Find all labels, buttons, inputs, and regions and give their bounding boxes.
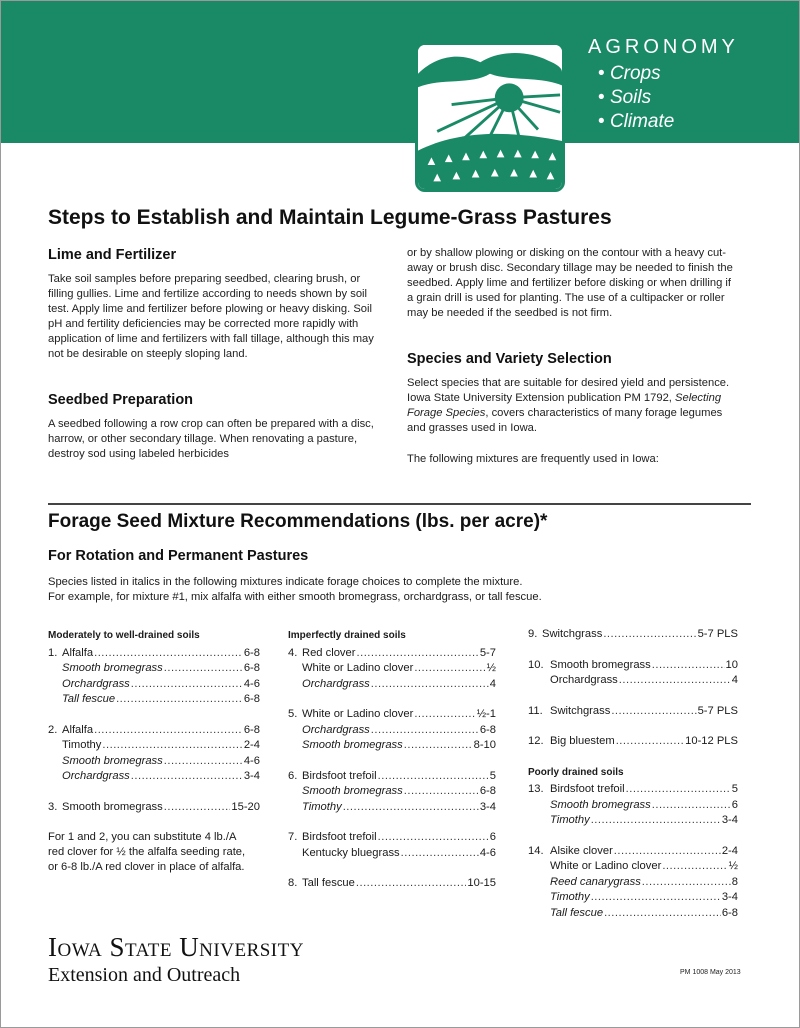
mixture-11 (528, 704, 738, 720)
mixture-12 (528, 734, 738, 750)
group-heading: Poorly drained soils (528, 766, 624, 778)
mixture-row (288, 876, 496, 892)
species-name: Tall fescue (62, 693, 116, 705)
mixture-row (48, 692, 260, 708)
mixture-number: 3. (48, 800, 58, 813)
leader-dots (164, 661, 243, 677)
extension-unit: Extension and Outreach (48, 964, 241, 986)
mixture-row (528, 859, 738, 875)
mixture-number: 11. (528, 704, 543, 717)
species-name: Big bluestem (550, 735, 615, 747)
publication-title: Selecting Forage Species (407, 392, 722, 419)
seeding-rate: 6 (489, 831, 496, 843)
seeding-rate: 10-12 PLS (685, 735, 738, 747)
leader-dots (642, 875, 731, 891)
mixture-column-2 (288, 628, 496, 907)
leader-dots (131, 769, 243, 785)
mixture-13 (528, 782, 738, 829)
right-column (407, 246, 739, 467)
species-name: Birdsfoot trefoil (550, 783, 625, 795)
seeding-rate: 4-6 (479, 846, 496, 859)
leader-dots (604, 906, 721, 922)
group-heading: Moderately to well-drained soils (48, 630, 200, 641)
seeding-rate: 6-8 (243, 723, 260, 736)
seeding-rate: 6-8 (479, 785, 496, 797)
species-name: Orchardgrass (302, 723, 370, 736)
mixture-row (528, 890, 738, 906)
intro-line: Species listed in italics in the following mixtures indicate forage choices to complete the mixture. (48, 576, 523, 588)
species-name: Reed canarygrass (550, 875, 641, 888)
leader-dots (356, 876, 467, 892)
mixture-10 (528, 658, 738, 689)
lime-body: Take soil samples before preparing seedbed, clearing brush, or filling gullies. Lime and fertilize according to needs shown by soil test. Apply lime and fertilizer before plowing or heavy disking. Soil pH and fertility deficiencies may be corrected more rapidly with application of lime and fertilizers with fall tillage, although this may not be desirable on steeply sloping land. (48, 273, 374, 360)
seeding-rate: 4-6 (243, 677, 260, 690)
mixture-row (528, 704, 738, 720)
leader-dots (603, 627, 696, 643)
seeding-rate: 3-4 (721, 814, 738, 826)
sun-over-field-icon (418, 45, 562, 189)
intro-line: For example, for mixture #1, mix alfalfa with either smooth bromegrass, orchardgrass, or tall fescue. (48, 591, 542, 603)
mixture-row (48, 646, 260, 662)
mixture-row (48, 754, 260, 770)
leader-dots (378, 769, 489, 785)
topic-item: • Soils (598, 86, 674, 110)
leader-dots (414, 707, 475, 723)
seeding-rate: 5-7 PLS (697, 628, 738, 640)
mixtures-title: Forage Seed Mixture Recommendations (lbs. per acre)* (48, 511, 548, 532)
leader-dots (164, 754, 243, 770)
mixture-6 (288, 769, 496, 816)
topic-list (598, 62, 674, 134)
topic-item: • Crops (598, 62, 674, 86)
mixture-row (528, 813, 738, 829)
leader-dots (102, 738, 242, 754)
mixture-number: 12. (528, 735, 544, 747)
species-name: Tall fescue (302, 877, 355, 889)
leader-dots (343, 800, 479, 816)
mixture-number: 8. (288, 877, 298, 889)
seeding-rate: 3-4 (243, 770, 260, 782)
leader-dots (356, 646, 478, 662)
mixture-row (288, 784, 496, 800)
mixture-row (48, 769, 260, 785)
species-name: Timothy (550, 814, 590, 826)
leader-dots (616, 734, 684, 750)
leader-dots (626, 782, 731, 798)
mixture-row (528, 627, 738, 643)
mixture-row (528, 906, 738, 922)
mixture-number: 4. (288, 646, 298, 659)
seeding-rate: 3-4 (479, 800, 496, 813)
lime-heading: Lime and Fertilizer (48, 247, 177, 263)
mixture-row (288, 769, 496, 785)
mixture-row (288, 723, 496, 739)
species-name: Smooth bromegrass (550, 798, 651, 811)
mixture-number: 9. (528, 628, 538, 640)
seeding-rate: 5 (731, 783, 738, 795)
leader-dots (404, 784, 479, 800)
seedbed-body: A seedbed following a row crop can often be prepared with a disc, harrow, or other secondary tillage. When renovating a pasture, destroy sod using labeled herbicides (48, 418, 374, 460)
leader-dots (652, 798, 731, 814)
leader-dots (614, 844, 721, 860)
seedbed-heading: Seedbed Preparation (48, 392, 194, 408)
seeding-rate: ½ (728, 860, 738, 872)
seeding-rate: ½-1 (476, 708, 496, 720)
leader-dots (401, 846, 479, 862)
species-name: Kentucky bluegrass (302, 846, 400, 859)
species-name: Smooth bromegrass (62, 754, 163, 767)
seeding-rate: 3-4 (721, 891, 738, 903)
mixture-14 (528, 844, 738, 922)
mixture-row (528, 782, 738, 798)
leader-dots (591, 813, 721, 829)
topic-item: • Climate (598, 110, 674, 134)
mixture-row (288, 846, 496, 862)
leader-dots (662, 859, 727, 875)
species-name: Orchardgrass (62, 770, 130, 782)
agronomy-banner (1, 1, 799, 143)
mixture-row (48, 800, 260, 816)
leader-dots (611, 704, 696, 720)
leader-dots (591, 890, 721, 906)
leader-dots (164, 800, 231, 816)
mixture-number: 5. (288, 708, 298, 720)
seeding-rate: 4-6 (243, 754, 260, 767)
species-name: Birdsfoot trefoil (302, 831, 377, 843)
mixture-row (288, 646, 496, 662)
seeding-rate: 10 (725, 658, 738, 671)
leader-dots (371, 677, 489, 693)
species-body: Select species that are suitable for desired yield and persistence. Iowa State University Extension publication PM 1792, Selecting Forage Species, covers characteristics of many forage legumes and grasses used in Iowa. (407, 377, 730, 434)
species-name: Red clover (302, 646, 356, 659)
species-name: Smooth bromegrass (62, 800, 163, 813)
species-name: Smooth bromegrass (550, 658, 651, 671)
mixture-row (528, 658, 738, 674)
species-name: Timothy (302, 800, 342, 813)
left-column (48, 248, 384, 462)
mixture-5 (288, 707, 496, 754)
mixture-row (528, 734, 738, 750)
seeding-rate: 6-8 (243, 662, 260, 674)
seeding-rate: 5-7 (479, 646, 496, 659)
mixtures-subtitle: For Rotation and Permanent Pastures (48, 548, 309, 564)
species-name: Smooth bromegrass (302, 785, 403, 797)
leader-dots (94, 646, 243, 662)
seeding-rate: 8-10 (473, 739, 496, 751)
group-heading: Imperfectly drained soils (288, 630, 406, 641)
mixture-row (288, 677, 496, 693)
mixture-number: 7. (288, 831, 298, 843)
mixture-row (288, 738, 496, 754)
mixture-number: 1. (48, 646, 58, 659)
leader-dots (116, 692, 243, 708)
seeding-rate: 6-8 (479, 723, 496, 736)
species-name: Alfalfa (62, 723, 94, 736)
species-name: Tall fescue (550, 906, 604, 919)
agronomy-logo (415, 42, 565, 192)
mixture-number: 13. (528, 783, 544, 795)
leader-dots (414, 661, 485, 677)
species-name: Orchardgrass (550, 674, 618, 686)
mixture-row (288, 707, 496, 723)
mixtures-lead: The following mixtures are frequently used in Iowa: (407, 453, 659, 465)
leader-dots (404, 738, 473, 754)
mixture-row (288, 800, 496, 816)
species-name: Orchardgrass (62, 677, 130, 690)
seeding-rate: 4 (731, 674, 738, 686)
species-name: Alfalfa (62, 646, 94, 659)
mixture-row (528, 844, 738, 860)
leader-dots (94, 723, 243, 739)
mixture-row (528, 798, 738, 814)
mixture-number: 14. (528, 844, 544, 857)
species-name: Timothy (62, 739, 102, 751)
mixture-row (528, 875, 738, 891)
mixture-2 (48, 723, 260, 785)
mixture-number: 6. (288, 769, 298, 782)
species-name: White or Ladino clover (302, 662, 414, 674)
mixture-3 (48, 800, 260, 816)
mixture-row (48, 661, 260, 677)
seeding-rate: ½ (486, 662, 496, 674)
seeding-rate: 6 (731, 798, 738, 811)
species-name: White or Ladino clover (550, 860, 662, 872)
mixture-row (288, 830, 496, 846)
leader-dots (619, 673, 731, 689)
mixture-row (48, 723, 260, 739)
seeding-rate: 6-8 (721, 906, 738, 919)
seeding-rate: 5 (489, 769, 496, 782)
leader-dots (378, 830, 489, 846)
seeding-rate: 10-15 (467, 877, 496, 889)
mixture-row (288, 661, 496, 677)
mixture-row (48, 677, 260, 693)
species-heading: Species and Variety Selection (407, 351, 612, 367)
species-name: Birdsfoot trefoil (302, 769, 377, 782)
seeding-rate: 4 (489, 677, 496, 690)
leader-dots (371, 723, 479, 739)
mixture-column-1 (48, 628, 260, 875)
seedbed-body-continued: or by shallow plowing or disking on the contour with a heavy cut-away or brush disc. Secondary tillage may be needed to finish the seedbed. Apply lime and fertilizer before disking or when drilling if a grain drill is used for planting. The use of a cultipacker or roller may be needed if the seedbed is not firm. (407, 247, 733, 319)
species-name: Switchgrass (550, 704, 611, 717)
mixture-4 (288, 646, 496, 693)
species-name: Smooth bromegrass (62, 662, 163, 674)
species-name: Smooth bromegrass (302, 739, 403, 751)
mixture-8 (288, 876, 496, 892)
substitute-note: For 1 and 2, you can substitute 4 lb./A red clover for ½ the alfalfa seeding rate, or 6-8 lb./A red clover in place of alfalfa. (48, 831, 246, 873)
species-name: Alsike clover (550, 844, 613, 857)
seeding-rate: 5-7 PLS (697, 704, 738, 717)
leader-dots (652, 658, 725, 674)
seeding-rate: 6-8 (243, 646, 260, 659)
page-title: Steps to Establish and Maintain Legume-Grass Pastures (48, 206, 612, 229)
mixture-number: 10. (528, 658, 544, 671)
mixture-number: 2. (48, 723, 58, 736)
mixture-row (528, 673, 738, 689)
mixture-1 (48, 646, 260, 708)
species-name: Switchgrass (542, 628, 603, 640)
publication-number: PM 1008 May 2013 (680, 969, 741, 976)
seeding-rate: 8 (731, 875, 738, 888)
mixtures-intro (48, 575, 748, 605)
mixture-column-3 (528, 627, 738, 936)
mixture-7 (288, 830, 496, 861)
section-divider (48, 503, 751, 505)
seeding-rate: 2-4 (243, 739, 260, 751)
species-name: Timothy (550, 891, 590, 903)
program-name: AGRONOMY (588, 36, 739, 58)
mixture-9 (528, 627, 738, 643)
species-name: White or Ladino clover (302, 708, 414, 720)
mixture-row (48, 738, 260, 754)
seeding-rate: 6-8 (243, 693, 260, 705)
seeding-rate: 15-20 (231, 800, 260, 813)
university-wordmark: Iowa State University (48, 932, 304, 962)
seeding-rate: 2-4 (721, 844, 738, 857)
species-name: Orchardgrass (302, 677, 370, 690)
leader-dots (131, 677, 243, 693)
